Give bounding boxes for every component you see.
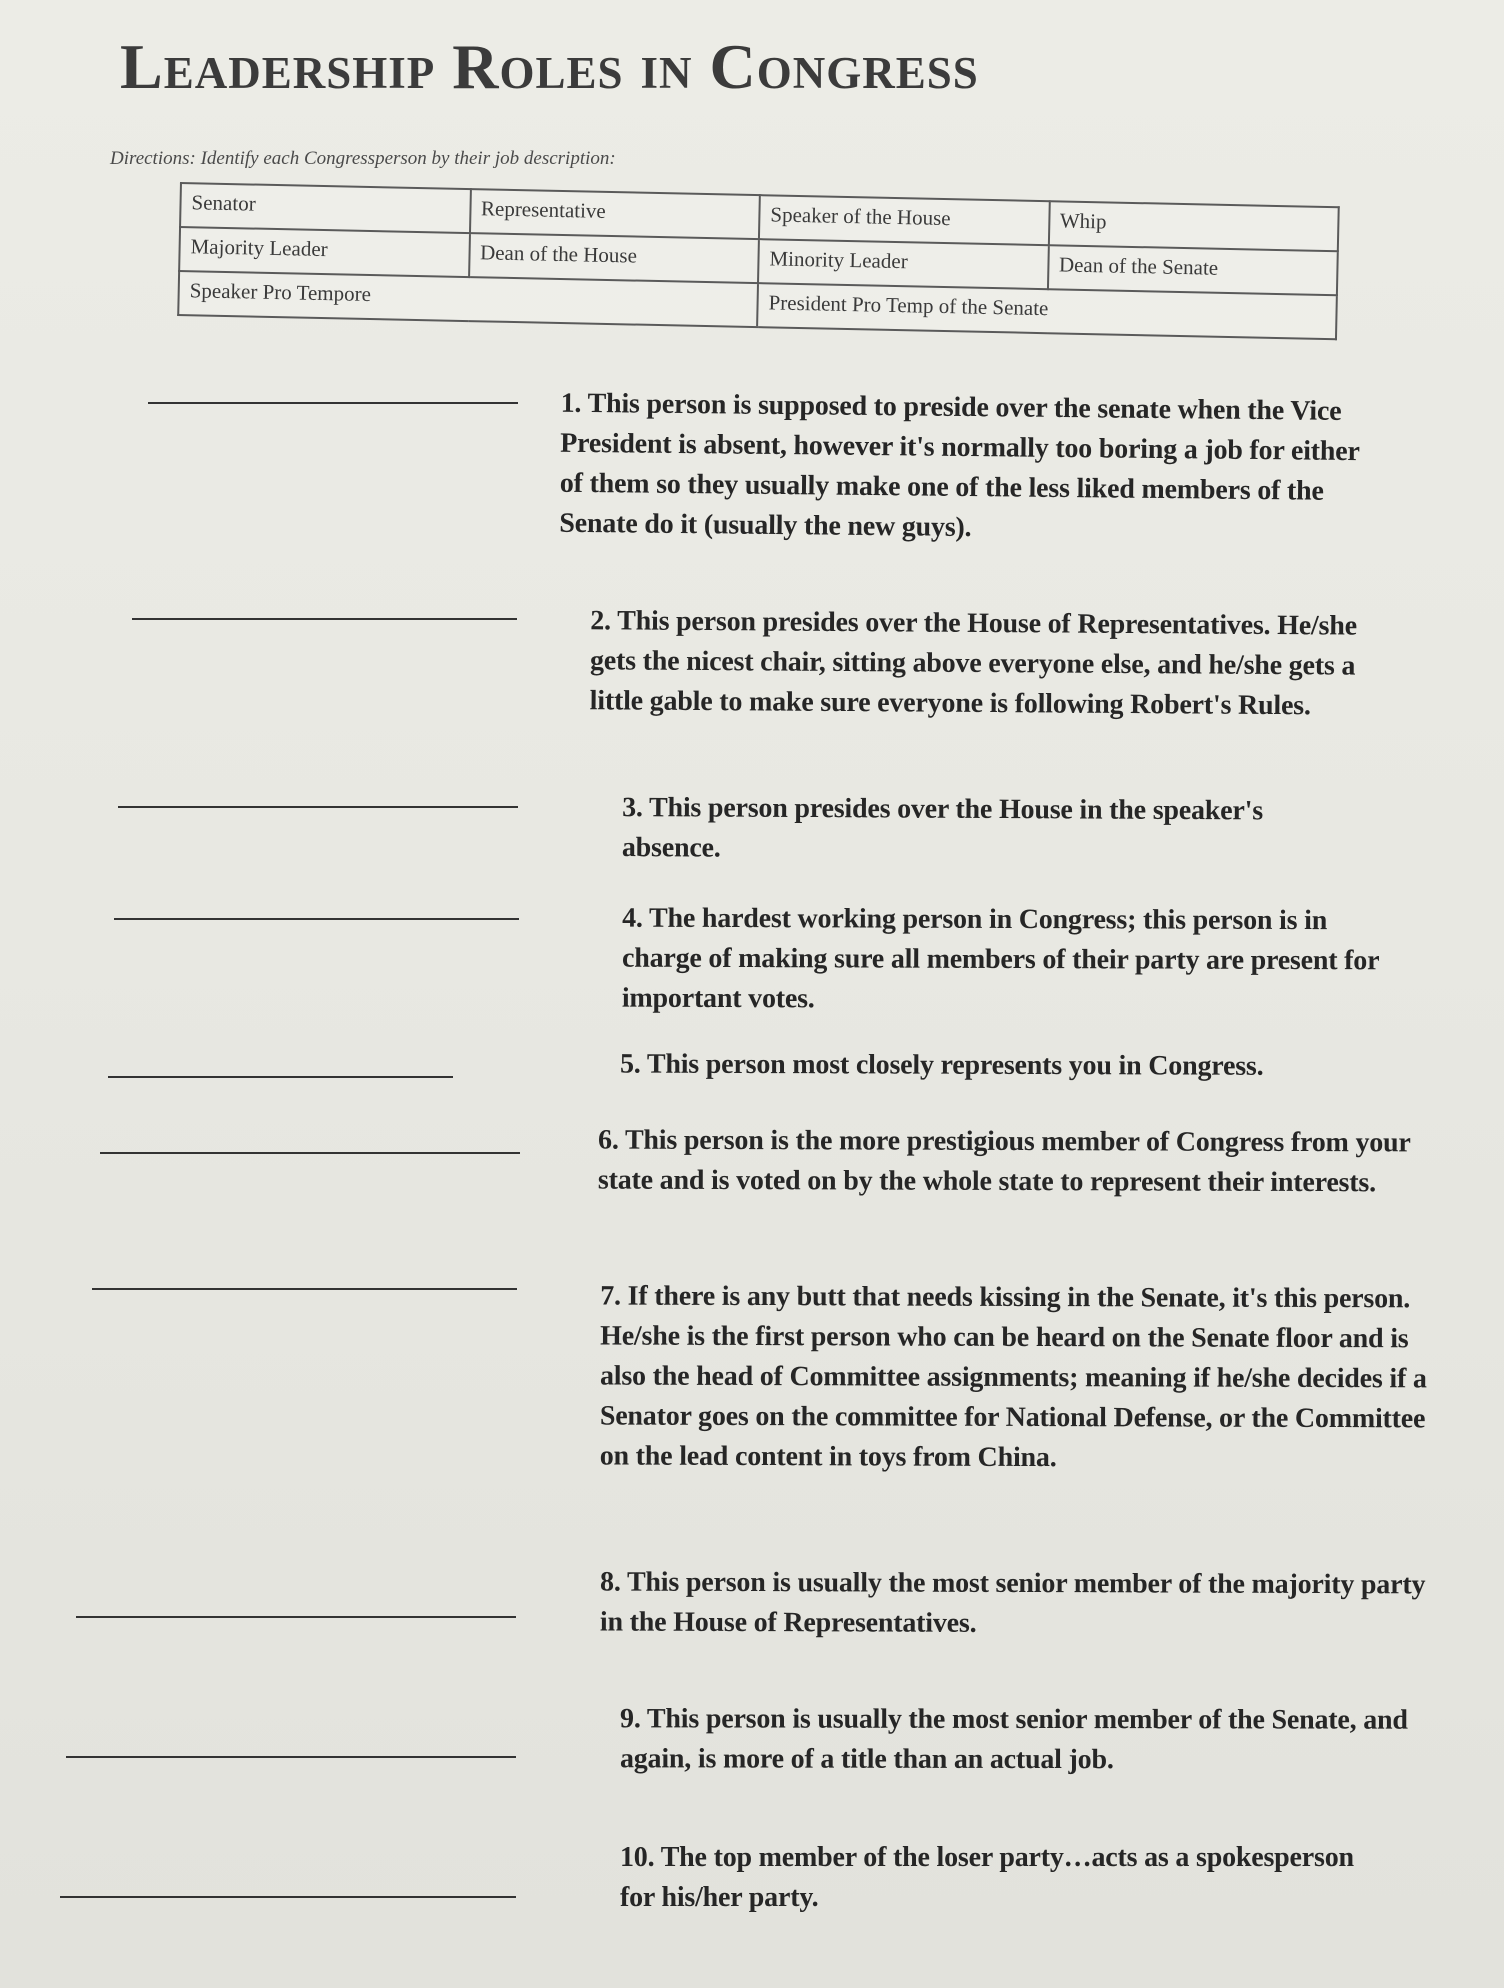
- question-number: 1.: [560, 387, 582, 419]
- answer-blank[interactable]: [108, 1076, 453, 1078]
- word-bank-cell: Dean of the House: [469, 233, 759, 283]
- question-number: 2.: [590, 605, 612, 637]
- question-description: This person is supposed to preside over the senate when the Vice President is absent, however it's normally too boring a job for either of them so they usually make one of the less liked members of the Senate do it (usually the new guys).: [559, 387, 1360, 544]
- word-bank-cell: Speaker of the House: [759, 195, 1049, 245]
- answer-blank[interactable]: [118, 806, 518, 808]
- question-text: [620, 1045, 1450, 1088]
- word-bank-cell: President Pro Temp of the Senate: [757, 283, 1337, 339]
- directions-text: Directions: Identify each Congressperson by their job description:: [110, 148, 616, 169]
- answer-blank[interactable]: [76, 1616, 516, 1618]
- word-bank-cell: Speaker Pro Tempore: [178, 271, 758, 327]
- word-bank-table: [177, 182, 1340, 340]
- question-text: [620, 1699, 1440, 1780]
- answer-blank[interactable]: [132, 618, 517, 620]
- question-text: [600, 1276, 1461, 1479]
- question-description: This person is usually the most senior member of the Senate, and again, is more of a title than an actual job.: [619, 1703, 1408, 1776]
- answer-blank[interactable]: [60, 1896, 516, 1898]
- answer-blank[interactable]: [100, 1152, 520, 1154]
- question-text: [622, 788, 1362, 872]
- question-number: 7.: [600, 1280, 621, 1312]
- question-number: 3.: [622, 792, 643, 824]
- question-number: 6.: [598, 1124, 619, 1156]
- question-text: [622, 899, 1392, 1022]
- page-title: Leadership Roles in Congress: [120, 31, 979, 102]
- question-description: The top member of the loser party…acts as a spokesperson for his/her party.: [620, 1842, 1354, 1913]
- word-bank-cell: Minority Leader: [758, 239, 1048, 289]
- word-bank-cell: Senator: [180, 183, 470, 233]
- question-text: [590, 601, 1381, 727]
- question-number: 9.: [620, 1703, 641, 1735]
- question-description: If there is any butt that needs kissing in the Senate, it's this person. He/she is the first person who can be heard on the Senate floor and is also the head of Committee assignments; meaning if he/she decides if a Senator goes on the committee for National Defense, or the Committee on the lead content in toys from China.: [599, 1280, 1427, 1474]
- word-bank-cell: Majority Leader: [179, 227, 469, 277]
- word-bank-cell: Whip: [1048, 201, 1338, 251]
- question-number: 4.: [622, 902, 643, 934]
- question-text: [598, 1121, 1428, 1204]
- question-number: 5.: [619, 1048, 641, 1080]
- question-text: [559, 384, 1381, 553]
- question-description: This person is usually the most senior member of the majority party in the House of Representatives.: [599, 1566, 1426, 1639]
- question-number: 8.: [600, 1566, 621, 1598]
- answer-blank[interactable]: [66, 1756, 516, 1758]
- word-bank-cell: Dean of the Senate: [1047, 245, 1337, 295]
- question-description: This person is the more prestigious member of Congress from your state and is voted on by the whole state to represent their interests.: [597, 1124, 1411, 1199]
- question-description: This person presides over the House of Representatives. He/she gets the nicest chair, sitting above everyone else, and he/she gets a little gable to make sure everyone is following Robert's Rules.: [589, 605, 1357, 722]
- question-text: [600, 1563, 1440, 1646]
- question-text: [620, 1838, 1380, 1918]
- word-bank-cell: Representative: [469, 189, 759, 239]
- answer-blank[interactable]: [92, 1288, 517, 1290]
- question-number: 10.: [620, 1842, 655, 1873]
- question-description: This person presides over the House in the speaker's absence.: [621, 792, 1264, 864]
- question-description: This person most closely represents you in Congress.: [646, 1048, 1264, 1082]
- answer-blank[interactable]: [114, 918, 519, 920]
- question-description: The hardest working person in Congress; this person is in charge of making sure all members of their party are present for important votes.: [621, 902, 1379, 1015]
- answer-blank[interactable]: [148, 402, 518, 404]
